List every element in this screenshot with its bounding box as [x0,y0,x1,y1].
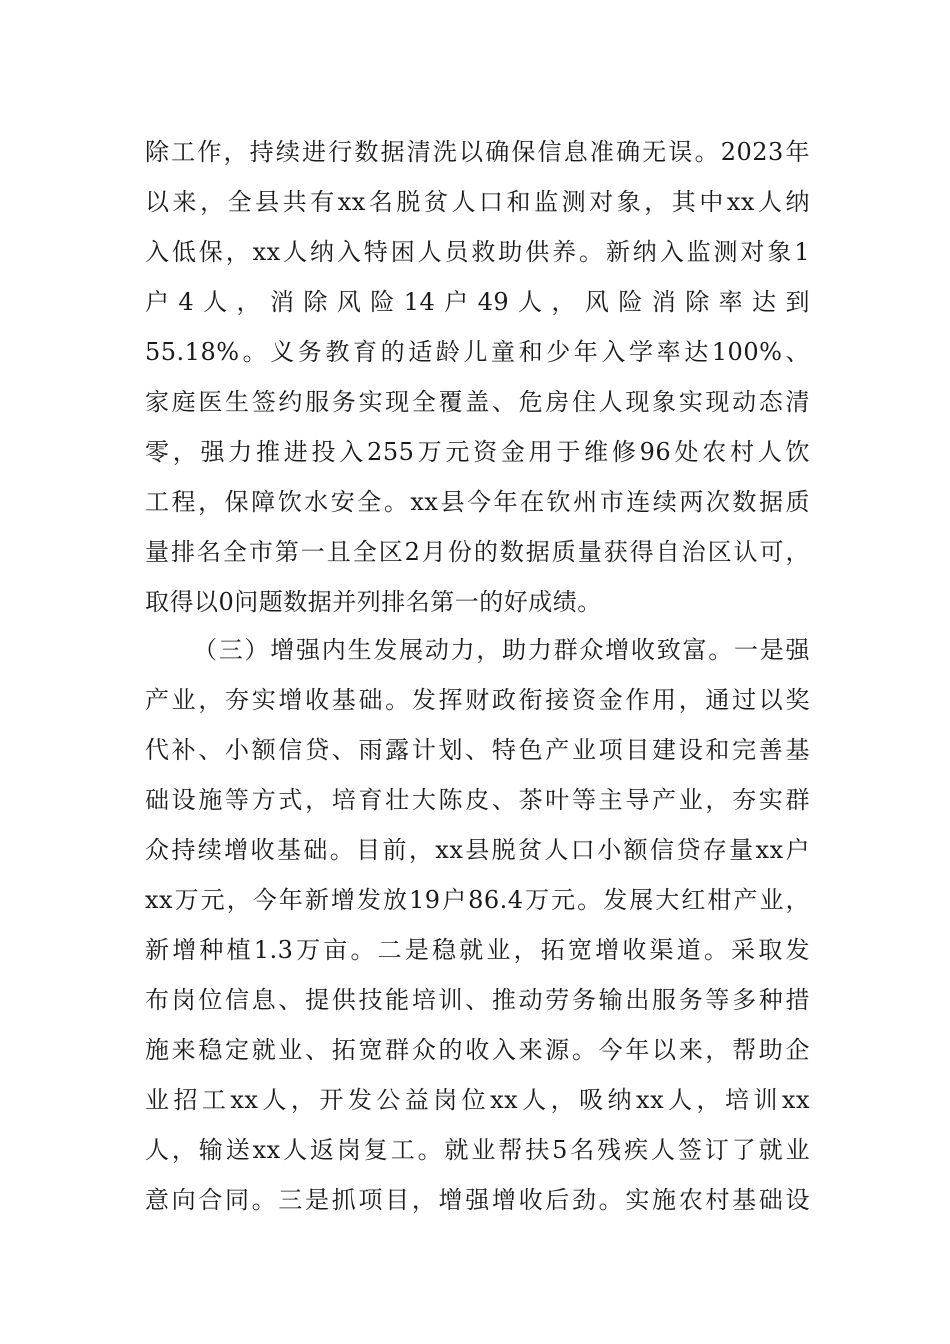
text-line-20: 业招工xx人，开发公益岗位xx人，吸纳xx人，培训xx [145,1086,810,1114]
text-line-4: 户4人，消除风险14户49人，风险消除率达到 [145,288,810,316]
text-line-18: 布岗位信息、提供技能培训、推动劳务输出服务等多种措 [145,986,810,1014]
text-line-7: 零，强力推进投入255万元资金用于维修96处农村人饮 [145,438,810,466]
text-line-9: 量排名全市第一且全区2月份的数据质量获得自治区认可， [145,538,810,566]
text-line-12: 产业，夯实增收基础。发挥财政衔接资金作用，通过以奖 [145,686,810,714]
text-line-8: 工程，保障饮水安全。xx县今年在钦州市连续两次数据质 [145,488,810,516]
text-line-14: 础设施等方式，培育壮大陈皮、茶叶等主导产业，夯实群 [145,786,810,814]
text-line-6: 家庭医生签约服务实现全覆盖、危房住人现象实现动态清 [145,388,810,416]
text-line-1: 除工作，持续进行数据清洗以确保信息准确无误。2023年 [145,138,810,166]
text-line-19: 施来稳定就业、拓宽群众的收入来源。今年以来，帮助企 [145,1036,810,1064]
paragraph-heading-line: （三）增强内生发展动力，助力群众增收致富。一是强 [193,636,810,664]
text-line-22: 意向合同。三是抓项目，增强增收后劲。实施农村基础设 [145,1186,810,1214]
text-line-17: 新增种植1.3万亩。二是稳就业，拓宽增收渠道。采取发 [145,936,810,964]
text-line-5: 55.18%。义务教育的适龄儿童和少年入学率达100%、 [145,338,810,366]
text-line-10: 取得以0问题数据并列排名第一的好成绩。 [145,588,602,616]
text-line-15: 众持续增收基础。目前，xx县脱贫人口小额信贷存量xx户 [145,836,810,864]
text-line-16: xx万元，今年新增发放19户86.4万元。发展大红柑产业， [145,886,810,914]
text-line-13: 代补、小额信贷、雨露计划、特色产业项目建设和完善基 [145,736,810,764]
text-line-3: 入低保，xx人纳入特困人员救助供养。新纳入监测对象1 [145,238,810,266]
text-line-21: 人，输送xx人返岗复工。就业帮扶5名残疾人签订了就业 [145,1136,810,1164]
text-line-2: 以来，全县共有xx名脱贫人口和监测对象，其中xx人纳 [145,188,810,216]
